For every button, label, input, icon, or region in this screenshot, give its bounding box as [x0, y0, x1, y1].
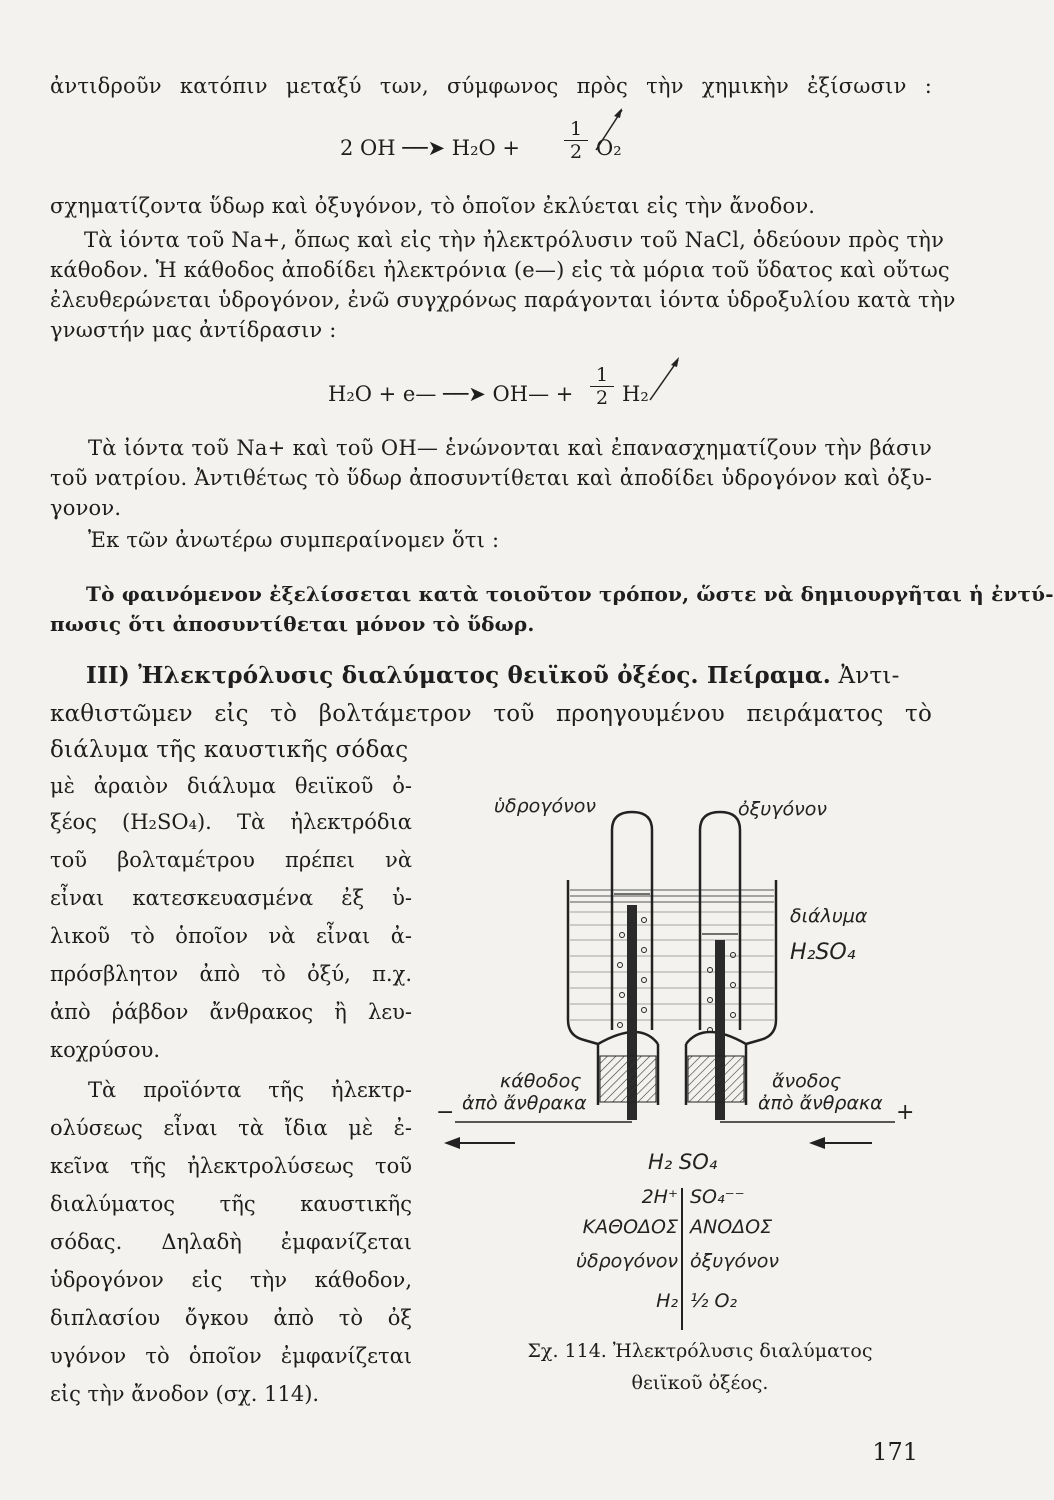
vessel	[568, 880, 776, 1105]
column-line: ὑδρογόνον εἰς τὴν κάθοδον,	[50, 1268, 412, 1292]
plus-sign: +	[896, 1100, 915, 1125]
paragraph-line: διάλυμα τῆς καυστικῆς σόδας	[50, 737, 409, 763]
gas-escape-arrow	[650, 360, 678, 400]
product-half-o2: ½ O₂	[690, 1290, 738, 1312]
paragraph-line: Τὰ ἰόντα τοῦ Na+ καὶ τοῦ OH— ἑνώνονται καὶ ἐπανασχηματίζουν τὴν βάσιν	[88, 436, 932, 460]
ion-anion: SO₄⁻⁻	[690, 1186, 745, 1208]
label-cathode-caps: ΚΑΘΟΔΟΣ	[582, 1216, 678, 1238]
paragraph-line: γονον.	[50, 496, 122, 520]
paragraph-line: Ἐκ τῶν ἀνωτέρω συμπεραίνομεν ὅτι :	[88, 528, 500, 552]
label-solution: διάλυμα	[790, 905, 868, 927]
label-anode-material: ἀπὸ ἄνθρακα	[758, 1092, 883, 1114]
paragraph-line: σχηματίζοντα ὕδωρ καὶ ὀξυγόνον, τὸ ὁποῖον ἐκλύεται εἰς τὴν ἄνοδον.	[50, 194, 816, 218]
column-line: ολύσεως εἶναι τὰ ἴδια μὲ ἐ-	[50, 1116, 412, 1140]
minus-sign: −	[436, 1100, 455, 1125]
label-oxygen: ὀξυγόνον	[738, 798, 827, 820]
paragraph-line: ἐλευθερώνεται ὑδρογόνον, ἐνῶ συγχρόνως παράγονται ἰόντα ὑδροξυλίου κατὰ τὴν	[50, 288, 956, 312]
column-line: λικοῦ τὸ ὁποῖον νὰ εἶναι ἀ-	[50, 924, 412, 948]
figure-caption: θειϊκοῦ ὀξέος.	[631, 1372, 769, 1394]
column-line: υγόνον τὸ ὁποῖον ἐμφανίζεται	[50, 1344, 412, 1368]
product-oxygen: ὀξυγόνον	[690, 1250, 779, 1272]
conclusion-line: πωσις ὅτι ἀποσυντίθεται μόνον τὸ ὕδωρ.	[50, 612, 535, 636]
column-line: κοχρύσου.	[50, 1038, 161, 1062]
column-line: τοῦ βολταμέτρου πρέπει νὰ	[50, 848, 412, 872]
column-line: εἶναι κατεσκευασμένα ἐξ ὑ-	[50, 886, 412, 910]
column-line: Τὰ προϊόντα τῆς ἠλεκτρ-	[88, 1078, 412, 1102]
fraction-one-half: $\frac{1}{2}$	[564, 118, 588, 163]
column-line: ἀπὸ ῥάβδον ἄνθρακος ἢ λευ-	[50, 1000, 412, 1024]
column-line: διπλασίου ὄγκου ἀπὸ τὸ ὀξ	[50, 1306, 412, 1330]
book-page: ἀντιδροῦν κατόπιν μεταξύ των, σύμφωνος πρὸς τὴν χημικὴν ἐξίσωσιν : 2 OH ──➤ H₂O + $\frac{1}{2}$ O₂ σχηματίζοντα ὕδωρ καὶ ὀξυγόνον, τὸ ὁποῖον ἐκλύεται εἰς τὴν ἄνοδον. Τὰ ἰόντα τοῦ Na+, ὅπως καὶ εἰς τὴν ἠλεκτρόλυσιν τοῦ NaCl, ὁδεύουν πρὸς τὴν κάθοδον. Ἡ κάθοδος ἀποδίδει ἠλεκτρόνια (e—) εἰς τὰ μόρια τοῦ ὕδατος καὶ οὕτως ἐλευθερώνεται ὑδρογόνον, ἐνῶ συγχρόνως παράγονται ἰόντα ὑδροξυλίου κατὰ τὴν γνωστήν μας ἀντίδρασιν : H₂O + e— ──➤ OH— + $\frac{1}{2}$ H₂ Τὰ ἰόντα τοῦ Na+ καὶ τοῦ OH— ἑνώνονται καὶ ἐπανασχηματίζουν τὴν βάσιν τοῦ νατρίου. Ἀντιθέτως τὸ ὕδωρ ἀποσυντίθεται καὶ ἀποδίδει ὑδρογόνον καὶ ὀξυ- γονον. Ἐκ τῶν ἀνωτέρω συμπεραίνομεν ὅτι : Τὸ φαινόμενον ἐξελίσσεται κατὰ τοιοῦτον τρόπον, ὥστε νὰ δημιουργῆται ἡ ἐντύ- πωσις ὅτι ἀποσυντίθεται μόνον τὸ ὕδωρ. III) Ἠλεκτρόλυσις διαλύματος θειϊκοῦ ὀξέος. Πείραμα. Ἀντι- καθιστῶμεν εἰς τὸ βολτάμετρον τοῦ προηγουμένου πειράματος τὸ διάλυμα τῆς καυστικῆς σόδας μὲ ἀραιὸν διάλυμα θειϊκοῦ ὀ- ξέος (H₂SO₄). Τὰ ἠλεκτρόδια τοῦ βολταμέτρου πρέπει νὰ εἶναι κατεσκευασμένα ἐξ ὑ- λικοῦ τὸ ὁποῖον νὰ εἶναι ἀ- πρόσβλητον ἀπὸ τὸ ὀξύ, π.χ. ἀπὸ ῥάβδον ἄνθρακος ἢ λευ- κοχρύσου. Τὰ προϊόντα τῆς ἠλεκτρ- ολύσεως εἶναι τὰ ἴδια μὲ ἐ- κεῖνα τῆς ἠλεκτρολύσεως τοῦ διαλύματος τῆς καυστικῆς σόδας. Δηλαδὴ ἐμφανίζεται ὑδρογόνον εἰς τὴν κάθοδον, διπλασίου ὄγκου ἀπὸ τὸ ὀξ υγόνον τὸ ὁποῖον ἐμφανίζεται εἰς τὴν ἄνοδον (σχ. 114). ὑδρογόνον ὀξυγόνον διάλυμα H₂SO₄ κάθοδος ἀπὸ ἄνθρακα ἄνοδος ἀπὸ ἄνθρακα − + H₂ SO₄ 2H⁺ SO₄⁻⁻ ΚΑΘΟΔΟΣ ΑΝΟΔΟΣ ὑδρογόνον ὀξυγόνον H₂ ½ O₂ Σχ. 114. Ἠλεκτρόλυσις διαλύματος θειϊκοῦ ὀξέος. 171	[0, 0, 950, 1500]
page-number: 171	[872, 1438, 918, 1466]
figure-caption: Σχ. 114. Ἠλεκτρόλυσις διαλύματος	[527, 1340, 873, 1362]
cathode-stopper	[600, 1056, 656, 1102]
column-line: κεῖνα τῆς ἠλεκτρολύσεως τοῦ	[50, 1154, 412, 1178]
solution-level	[570, 890, 774, 1020]
column-line: διαλύματος τῆς καυστικῆς	[50, 1192, 412, 1216]
conclusion-line: Τὸ φαινόμενον ἐξελίσσεται κατὰ τοιοῦτον τρόπον, ὥστε νὰ δημιουργῆται ἡ ἐντύ-	[86, 582, 1054, 606]
paragraph-line: ἀντιδροῦν κατόπιν μεταξύ των, σύμφωνος πρὸς τὴν χημικὴν ἐξίσωσιν :	[50, 74, 932, 98]
label-cathode: κάθοδος	[500, 1070, 582, 1092]
product-h2: H₂	[656, 1290, 678, 1312]
section-heading: III) Ἠλεκτρόλυσις διαλύματος θειϊκοῦ ὀξέος. Πείραμα. Ἀντι-	[86, 662, 900, 689]
column-line: μὲ ἀραιὸν διάλυμα θειϊκοῦ ὀ-	[50, 774, 412, 798]
column-line: πρόσβλητον ἀπὸ τὸ ὀξύ, π.χ.	[50, 962, 412, 986]
label-hydrogen: ὑδρογόνον	[494, 795, 597, 817]
label-anode: ἄνοδος	[772, 1070, 842, 1092]
label-anode-caps: ΑΝΟΔΟΣ	[690, 1216, 773, 1238]
paragraph-line: τοῦ νατρίου. Ἀντιθέτως τὸ ὕδωρ ἀποσυντίθεται καὶ ἀποδίδει ὑδρογόνον καὶ ὀξυ-	[50, 466, 932, 490]
anode-stopper	[688, 1056, 744, 1102]
paragraph-line: καθιστῶμεν εἰς τὸ βολτάμετρον τοῦ προηγουμένου πειράματος τὸ	[50, 701, 932, 727]
product-hydrogen: ὑδρογόνον	[575, 1250, 678, 1272]
paragraph-line: κάθοδον. Ἡ κάθοδος ἀποδίδει ἠλεκτρόνια (e—) εἰς τὰ μόρια τοῦ ὕδατος καὶ οὕτως	[50, 258, 950, 282]
ion-cation: 2H⁺	[641, 1186, 678, 1208]
column-line: ξέος (H₂SO₄). Τὰ ἠλεκτρόδια	[50, 810, 412, 834]
fraction-one-half: $\frac{1}{2}$	[590, 364, 614, 409]
label-formula: H₂SO₄	[790, 940, 856, 965]
column-line: εἰς τὴν ἄνοδον (σχ. 114).	[50, 1382, 320, 1406]
label-cathode-material: ἀπὸ ἄνθρακα	[462, 1092, 587, 1114]
column-line: σόδας. Δηλαδὴ ἐμφανίζεται	[50, 1230, 412, 1254]
formula-below: H₂ SO₄	[648, 1150, 718, 1174]
paragraph-line: γνωστήν μας ἀντίδρασιν :	[50, 318, 337, 342]
paragraph-line: Τὰ ἰόντα τοῦ Na+, ὅπως καὶ εἰς τὴν ἠλεκτρόλυσιν τοῦ NaCl, ὁδεύουν πρὸς τὴν	[84, 228, 945, 252]
